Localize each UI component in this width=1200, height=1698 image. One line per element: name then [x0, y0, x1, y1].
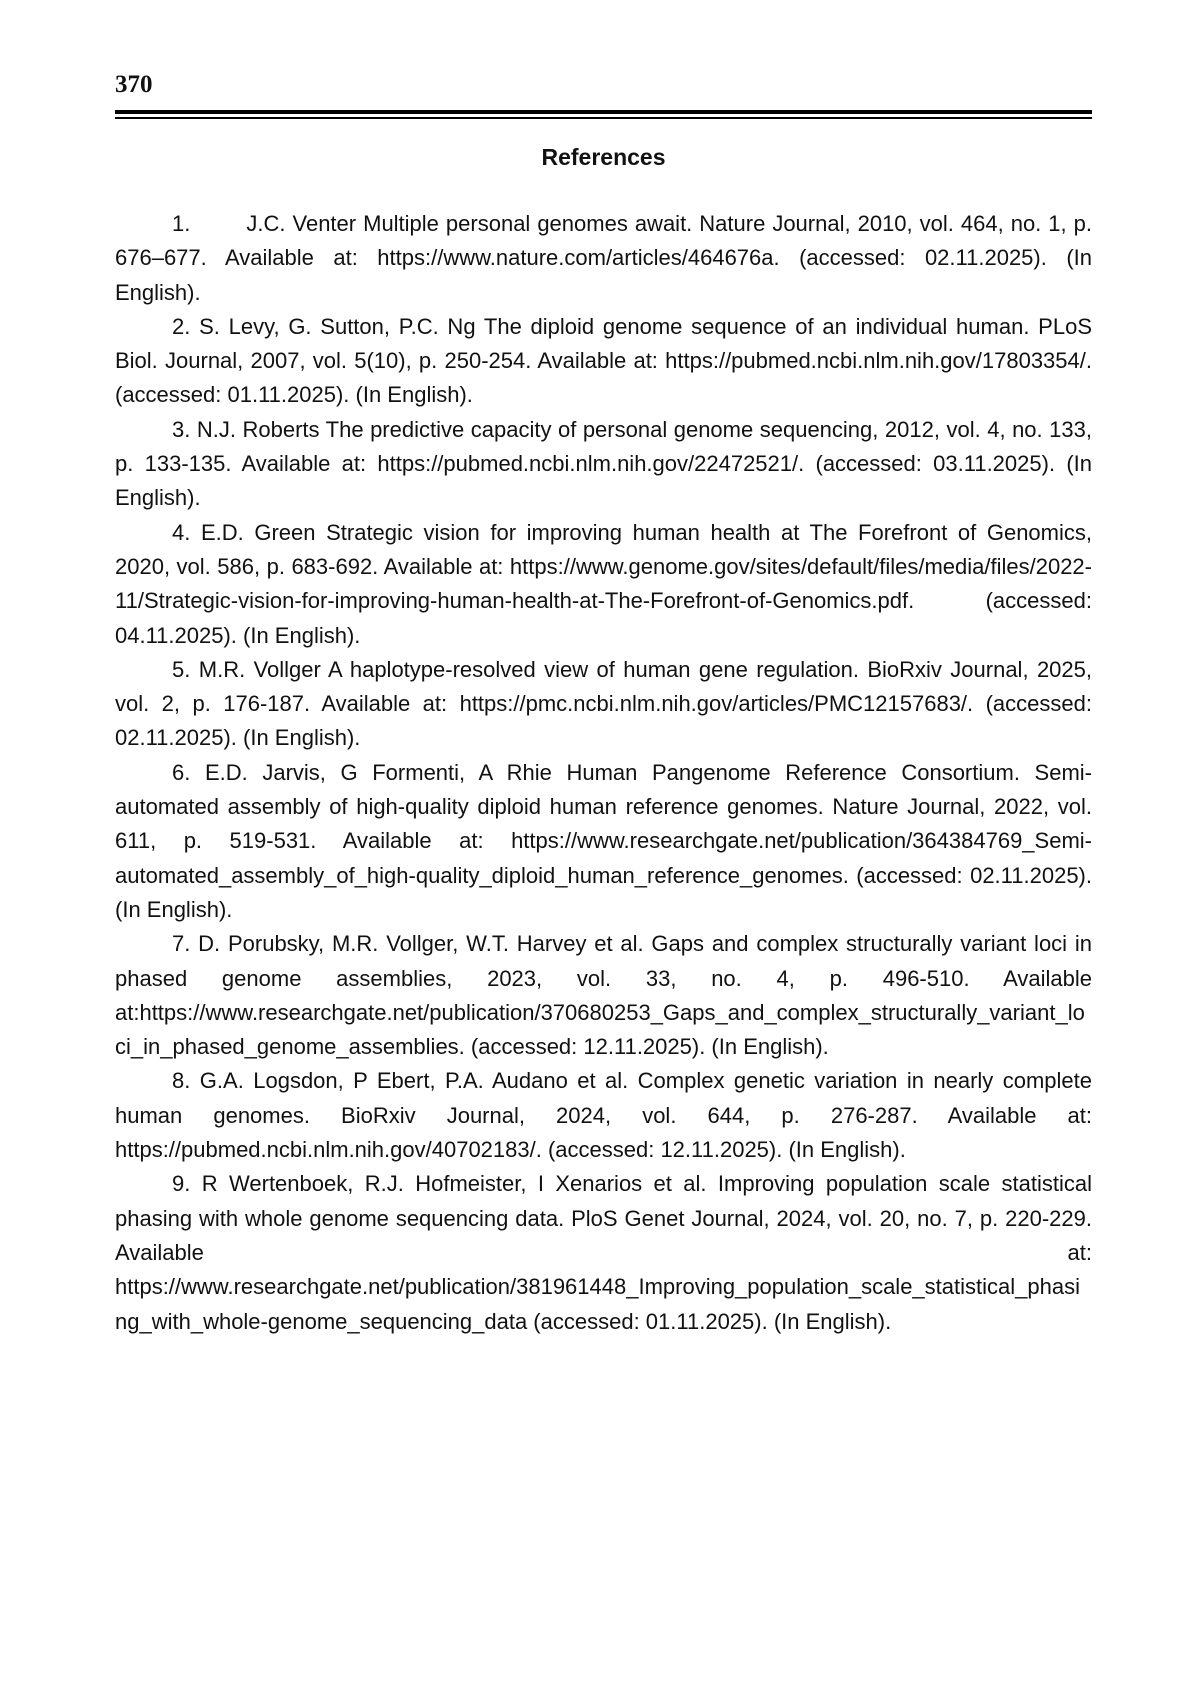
reference-item	[115, 1064, 1092, 1167]
reference-number: 9.	[172, 1171, 191, 1197]
references-heading: References	[541, 144, 666, 170]
reference-number: 5.	[172, 656, 191, 682]
reference-text: M.R. Vollger A haplotype-resolved view of human gene regulation. BioRxiv Journal, 2025, vol. 2, p. 176-187. Available at: https://pmc.ncbi.nlm.nih.gov/articles/PMC12157683/. (accessed: 02.11.2025). (In English).	[115, 656, 1092, 751]
reference-text: D. Porubsky, M.R. Vollger, W.T. Harvey et al. Gaps and complex structurally variant loci in phased genome assemblies, 2023, vol. 33, no. 4, p. 496-510. Available at:https://www.researchgate.net/publication/370680253_Gaps_and_complex_structurally_variant_loci_in_phased_genome_assemblies. (accessed: 12.11.2025). (In English).	[115, 931, 1092, 1060]
reference-item	[115, 1167, 1092, 1338]
reference-text: R Wertenboek, R.J. Hofmeister, I Xenarios et al. Improving population scale statistical phasing with whole genome sequencing data. PloS Genet Journal, 2024, vol. 20, no. 7, p. 220-229. Available at: https://www.researchgate.net/publication/381961448_Improving_population_scale_statistical_phasing_with_whole-genome_sequencing_data (accessed: 01.11.2025). (In English).	[115, 1171, 1092, 1334]
reference-number: 6.	[172, 759, 191, 785]
reference-item	[115, 310, 1092, 413]
reference-number: 1.	[172, 211, 191, 236]
reference-text: G.A. Logsdon, P Ebert, P.A. Audano et al. Complex genetic variation in nearly complete human genomes. BioRxiv Journal, 2024, vol. 644, p. 276-287. Available at: https://pubmed.ncbi.nlm.nih.gov/40702183/. (accessed: 12.11.2025). (In English).	[115, 1068, 1092, 1163]
reference-number: 2.	[172, 313, 191, 339]
reference-text: J.C. Venter Multiple personal genomes await. Nature Journal, 2010, vol. 464, no. 1, p. 676–677. Available at: https://www.nature.com/articles/464676a. (accessed: 02.11.2025). (In English).	[115, 211, 1092, 305]
reference-number: 8.	[172, 1068, 191, 1094]
reference-item	[115, 927, 1092, 1064]
page-number: 370	[115, 71, 153, 98]
reference-text: E.D. Green Strategic vision for improving human health at The Forefront of Genomics, 2020, vol. 586, p. 683-692. Available at: https://www.genome.gov/sites/default/files/media/files/2022-11/Strategic-vision-for-improving-human-health-at-The-Forefront-of-Genomics.pdf. (accessed: 04.11.2025). (In English).	[115, 519, 1092, 648]
reference-number: 7.	[172, 931, 191, 957]
reference-text: E.D. Jarvis, G Formenti, A Rhie Human Pangenome Reference Consortium. Semi-automated assembly of high-quality diploid human reference genomes. Nature Journal, 2022, vol. 611, p. 519-531. Available at: https://www.researchgate.net/publication/364384769_Semi-automated_assembly_of_high-quality_diploid_human_reference_genomes. (accessed: 02.11.2025). (In English).	[115, 759, 1092, 922]
reference-number: 4.	[172, 519, 191, 545]
reference-text: S. Levy, G. Sutton, P.C. Ng The diploid genome sequence of an individual human. PLoS Biol. Journal, 2007, vol. 5(10), p. 250-254. Available at: https://pubmed.ncbi.nlm.nih.gov/17803354/. (accessed: 01.11.2025). (In English).	[115, 313, 1092, 408]
reference-item	[115, 516, 1092, 653]
references-list	[115, 207, 1092, 1339]
reference-item	[115, 413, 1092, 516]
header-rule-thin	[115, 117, 1092, 119]
reference-item	[115, 653, 1092, 756]
reference-item	[115, 756, 1092, 927]
reference-number: 3.	[172, 416, 191, 442]
reference-text: N.J. Roberts The predictive capacity of personal genome sequencing, 2012, vol. 4, no. 133, p. 133-135. Available at: https://pubmed.ncbi.nlm.nih.gov/22472521/. (accessed: 03.11.2025). (In English).	[115, 416, 1092, 511]
reference-item	[115, 207, 1092, 310]
header-rule-thick	[115, 110, 1092, 114]
